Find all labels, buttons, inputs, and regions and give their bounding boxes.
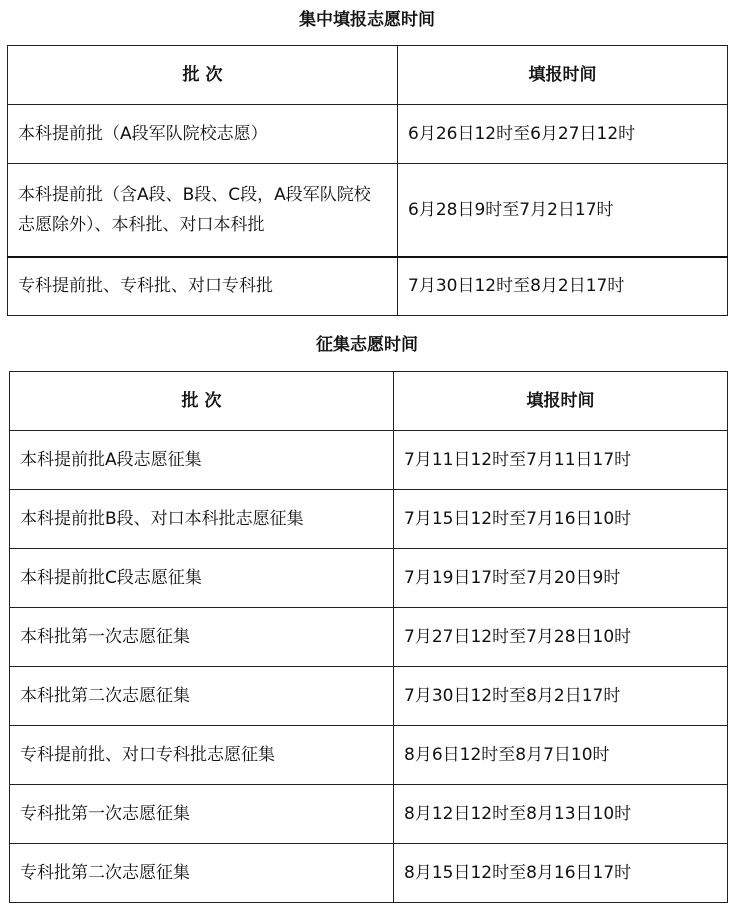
time-cell: 7月27日12时至7月28日10时 <box>394 608 728 667</box>
batch-cell: 本科提前批B段、对口本科批志愿征集 <box>10 490 394 549</box>
time-cell: 7月15日12时至7月16日10时 <box>394 490 728 549</box>
time-cell: 7月19日17时至7月20日9时 <box>394 549 728 608</box>
time-cell: 8月6日12时至8月7日10时 <box>394 726 728 785</box>
solicitation-table <box>9 371 728 903</box>
batch-cell: 本科提前批（A段军队院校志愿） <box>8 105 398 164</box>
table-row <box>10 785 728 844</box>
time-cell: 8月15日12时至8月16日17时 <box>394 844 728 903</box>
table-row <box>8 257 728 316</box>
table-header-row <box>8 46 728 105</box>
time-cell: 6月26日12时至6月27日12时 <box>398 105 728 164</box>
batch-cell: 专科批第二次志愿征集 <box>10 844 394 903</box>
time-cell: 7月11日12时至7月11日17时 <box>394 431 728 490</box>
batch-cell: 本科提前批（含A段、B段、C段，A段军队院校志愿除外）、本科批、对口本科批 <box>8 164 398 257</box>
header-batch: 批 次 <box>10 372 394 431</box>
table-row <box>10 667 728 726</box>
batch-cell: 本科批第一次志愿征集 <box>10 608 394 667</box>
table-row <box>10 490 728 549</box>
time-cell: 8月12日12时至8月13日10时 <box>394 785 728 844</box>
time-cell: 6月28日9时至7月2日17时 <box>398 164 728 257</box>
centralized-title: 集中填报志愿时间 <box>299 10 435 30</box>
batch-cell: 本科批第二次志愿征集 <box>10 667 394 726</box>
batch-cell: 本科提前批A段志愿征集 <box>10 431 394 490</box>
batch-cell: 专科批第一次志愿征集 <box>10 785 394 844</box>
time-cell: 7月30日12时至8月2日17时 <box>394 667 728 726</box>
header-time: 填报时间 <box>398 46 728 105</box>
batch-cell: 专科提前批、专科批、对口专科批 <box>8 257 398 316</box>
batch-cell: 本科提前批C段志愿征集 <box>10 549 394 608</box>
table-row <box>10 549 728 608</box>
table-row <box>10 608 728 667</box>
table-row <box>8 164 728 257</box>
table-row <box>10 844 728 903</box>
table-row <box>10 431 728 490</box>
header-batch: 批 次 <box>8 46 398 105</box>
header-time: 填报时间 <box>394 372 728 431</box>
table-row <box>10 726 728 785</box>
time-cell: 7月30日12时至8月2日17时 <box>398 257 728 316</box>
batch-cell: 专科提前批、对口专科批志愿征集 <box>10 726 394 785</box>
solicitation-title: 征集志愿时间 <box>316 335 418 355</box>
centralized-table <box>7 45 728 316</box>
table-row <box>8 105 728 164</box>
table-header-row <box>10 372 728 431</box>
